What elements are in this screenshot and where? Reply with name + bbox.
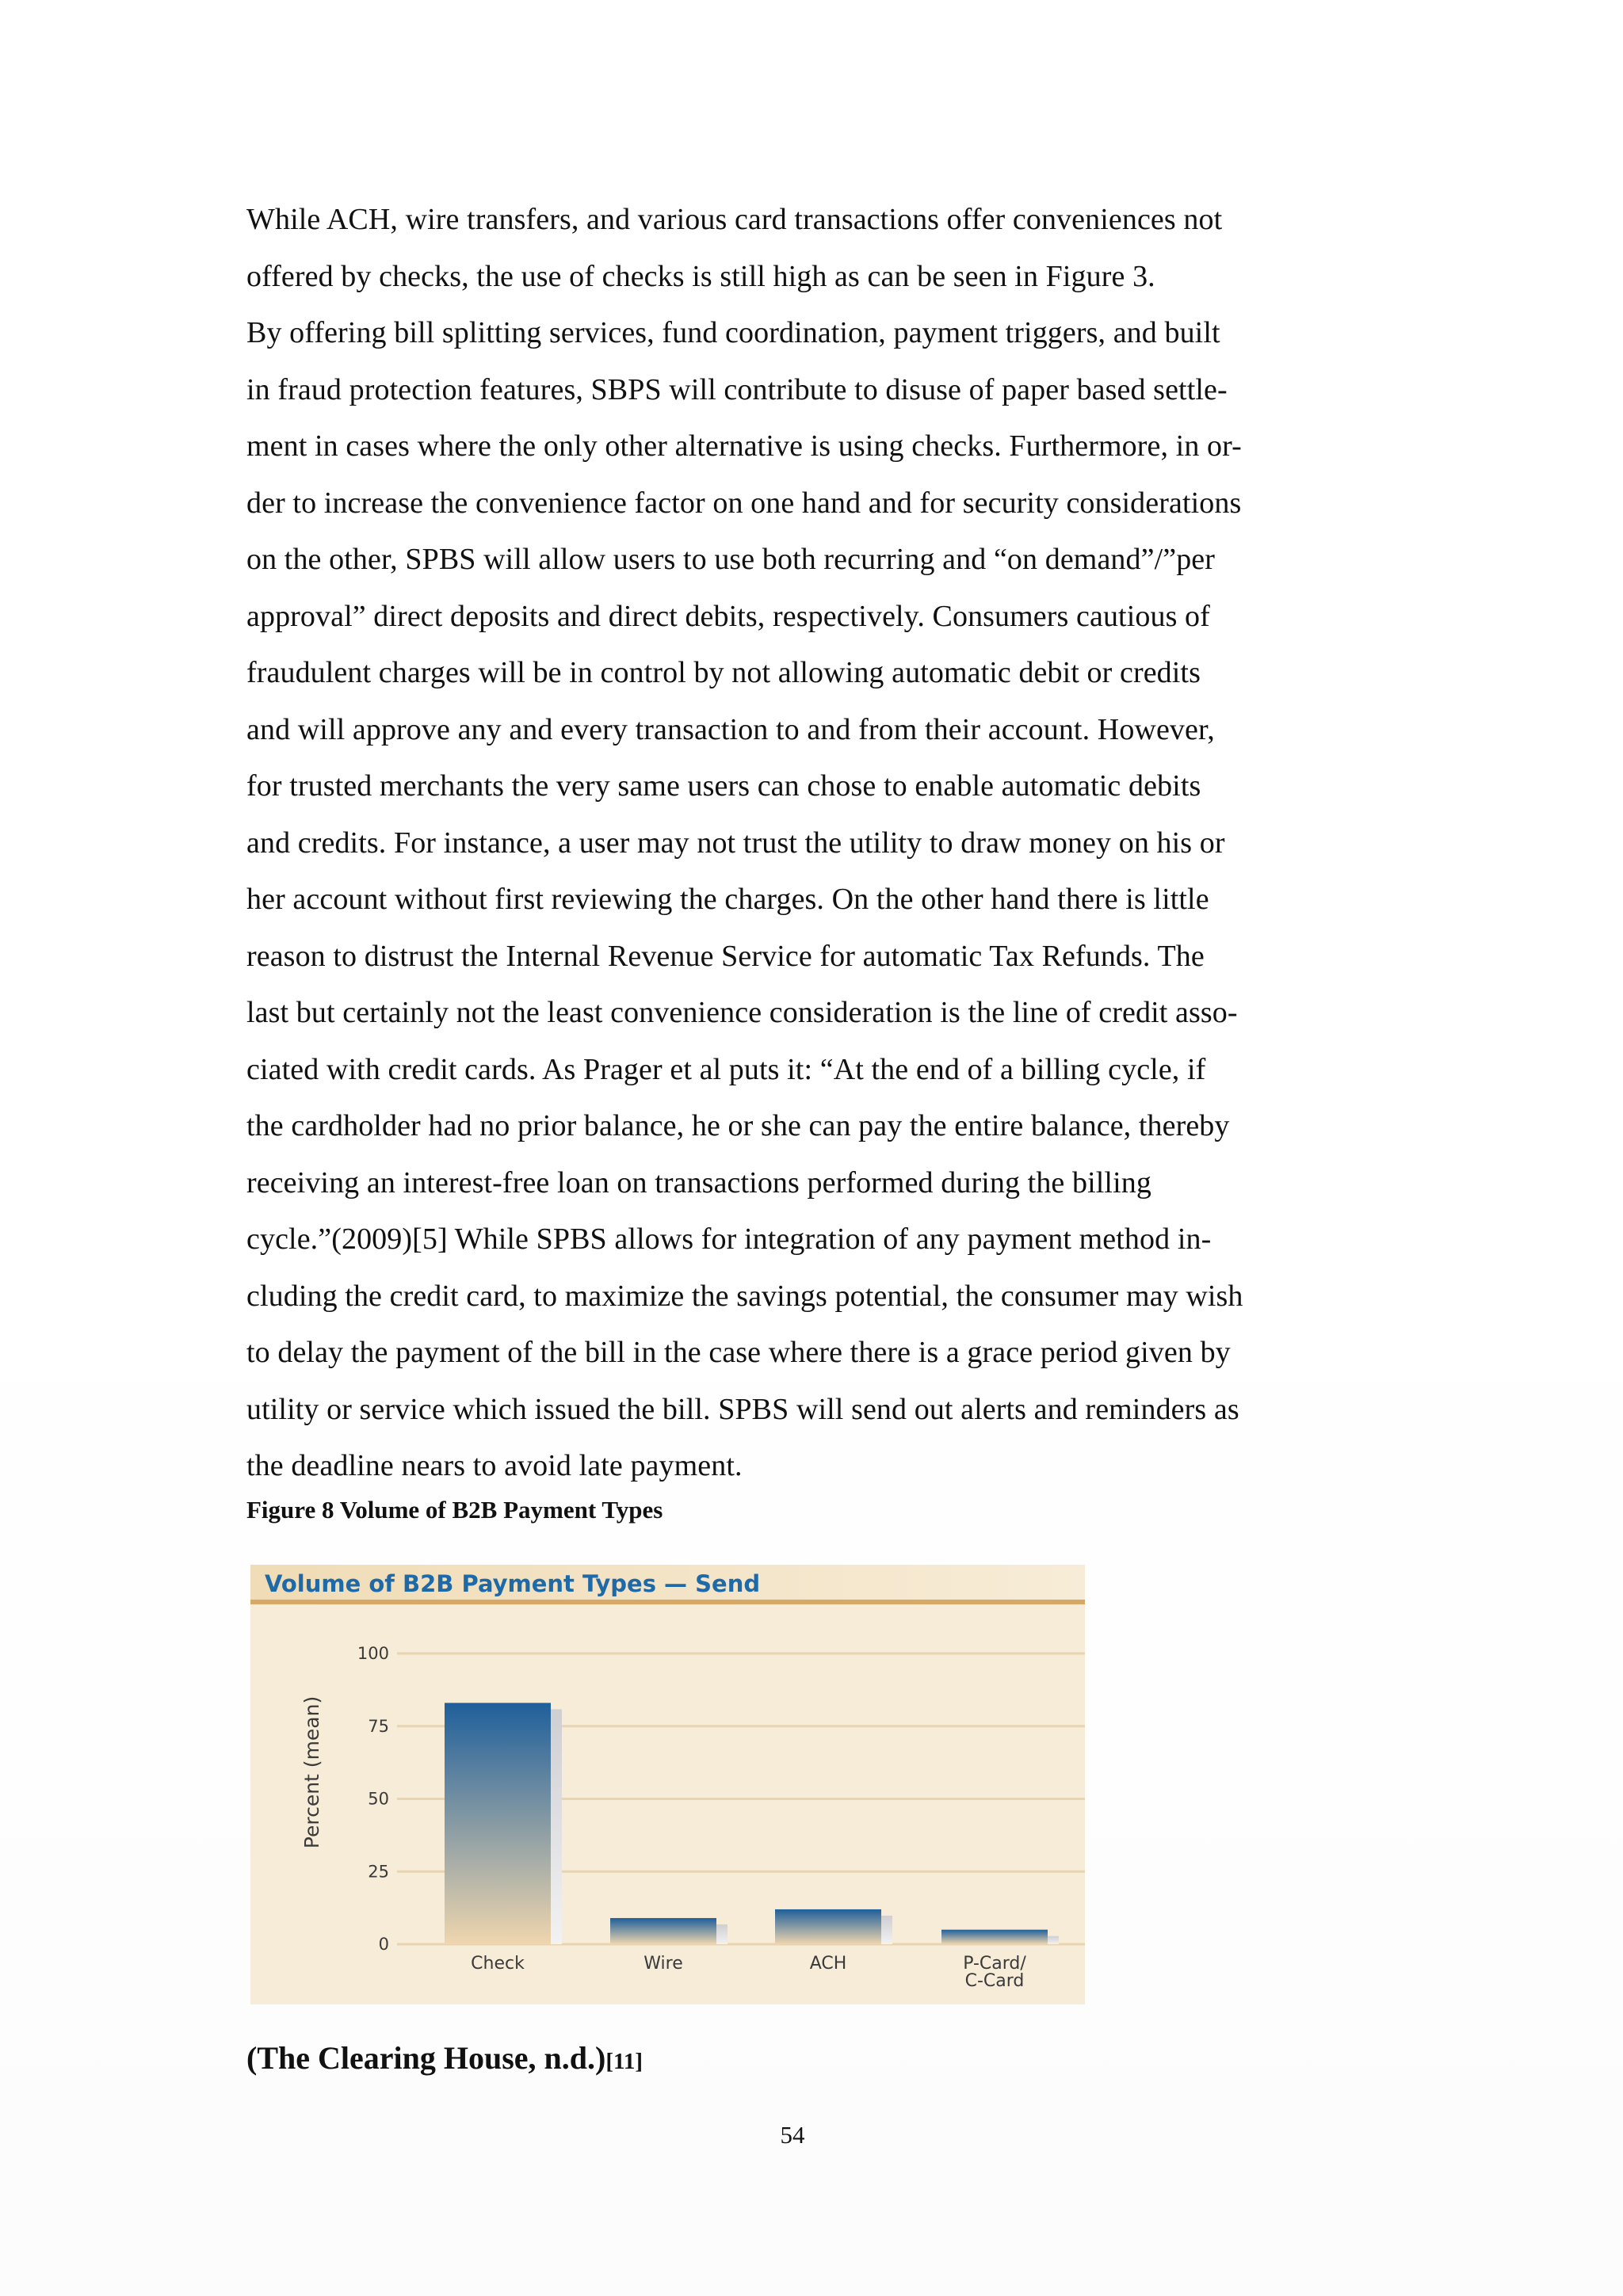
text-line: approval” direct deposits and direct debits, respectively. Consumers cautious of bbox=[246, 599, 1210, 633]
text-line: cluding the credit card, to maximize the savings potential, the consumer may wish bbox=[246, 1279, 1243, 1313]
bar-shadow bbox=[1048, 1936, 1059, 1944]
text-line: ciated with credit cards. As Prager et al puts it: “At the end of a billing cycle, if bbox=[246, 1052, 1206, 1086]
bar-pcard bbox=[941, 1930, 1048, 1944]
text-line: While ACH, wire transfers, and various card transactions offer conveniences not bbox=[246, 203, 1223, 236]
y-tick-label: 50 bbox=[368, 1789, 389, 1809]
bar-wire bbox=[610, 1918, 716, 1944]
text-line: her account without first reviewing the charges. On the other hand there is little bbox=[246, 883, 1209, 916]
x-tick-label: Wire bbox=[643, 1954, 683, 1974]
figure-caption: Figure 8 Volume of B2B Payment Types bbox=[246, 1496, 663, 1524]
x-tick-label: ACH bbox=[809, 1954, 847, 1974]
text-line: cycle.”(2009)[5] While SPBS allows for integration of any payment method in- bbox=[246, 1222, 1212, 1256]
chart-figure bbox=[250, 1565, 1085, 2004]
source-citation: (The Clearing House, n.d.) bbox=[246, 2040, 606, 2076]
y-axis-label: Percent (mean) bbox=[300, 1695, 323, 1849]
page-number: 54 bbox=[780, 2121, 805, 2149]
text-line: offered by checks, the use of checks is still high as can be seen in Figure 3. bbox=[246, 259, 1155, 293]
y-tick-label: 100 bbox=[357, 1644, 389, 1663]
text-line: in fraud protection features, SBPS will contribute to disuse of paper based settle- bbox=[246, 372, 1228, 406]
text-line: and will approve any and every transaction to and from their account. However, bbox=[246, 712, 1215, 746]
text-line: to delay the payment of the bill in the case where there is a grace period given by bbox=[246, 1336, 1231, 1369]
chart-title: Volume of B2B Payment Types — Send bbox=[265, 1570, 761, 1597]
text-line: the cardholder had no prior balance, he or she can pay the entire balance, thereby bbox=[246, 1109, 1230, 1142]
bar-shadow bbox=[551, 1709, 562, 1944]
y-tick-label: 0 bbox=[378, 1935, 389, 1954]
text-line: and credits. For instance, a user may not trust the utility to draw money on his or bbox=[246, 826, 1225, 860]
source-reference: [11] bbox=[605, 2049, 643, 2074]
text-line: ment in cases where the only other alternative is using checks. Furthermore, in or- bbox=[246, 429, 1242, 463]
body-paragraph bbox=[246, 192, 1340, 1495]
x-tick-label: P-Card/ bbox=[963, 1954, 1026, 1974]
text-line: for trusted merchants the very same users can chose to enable automatic debits bbox=[246, 769, 1201, 803]
text-line: last but certainly not the least convenience consideration is the line of credit asso- bbox=[246, 996, 1238, 1029]
x-tick-label: Check bbox=[471, 1954, 525, 1974]
text-line: By offering bill splitting services, fund coordination, payment triggers, and built bbox=[246, 316, 1220, 349]
text-line: on the other, SPBS will allow users to use both recurring and “on demand”/”per bbox=[246, 543, 1216, 576]
y-tick-label: 25 bbox=[368, 1862, 389, 1882]
text-line: reason to distrust the Internal Revenue Service for automatic Tax Refunds. The bbox=[246, 939, 1205, 973]
bar-ach bbox=[775, 1909, 881, 1944]
bar-check bbox=[445, 1703, 551, 1944]
text-line: der to increase the convenience factor on one hand and for security considerations bbox=[246, 486, 1242, 520]
x-tick-label: C-Card bbox=[964, 1971, 1025, 1991]
figure-source bbox=[246, 2039, 643, 2077]
text-line: receiving an interest-free loan on transactions performed during the billing bbox=[246, 1165, 1151, 1199]
y-tick-label: 75 bbox=[368, 1716, 389, 1736]
text-line: fraudulent charges will be in control by not allowing automatic debit or credits bbox=[246, 656, 1201, 689]
text-line: utility or service which issued the bill. SPBS will send out alerts and reminders as bbox=[246, 1392, 1239, 1426]
bar-shadow bbox=[881, 1916, 892, 1944]
chart-title-rule bbox=[250, 1600, 1085, 1604]
bar-shadow bbox=[716, 1924, 727, 1944]
text-line: the deadline nears to avoid late payment. bbox=[246, 1449, 743, 1482]
bar-chart bbox=[250, 1565, 1085, 2004]
